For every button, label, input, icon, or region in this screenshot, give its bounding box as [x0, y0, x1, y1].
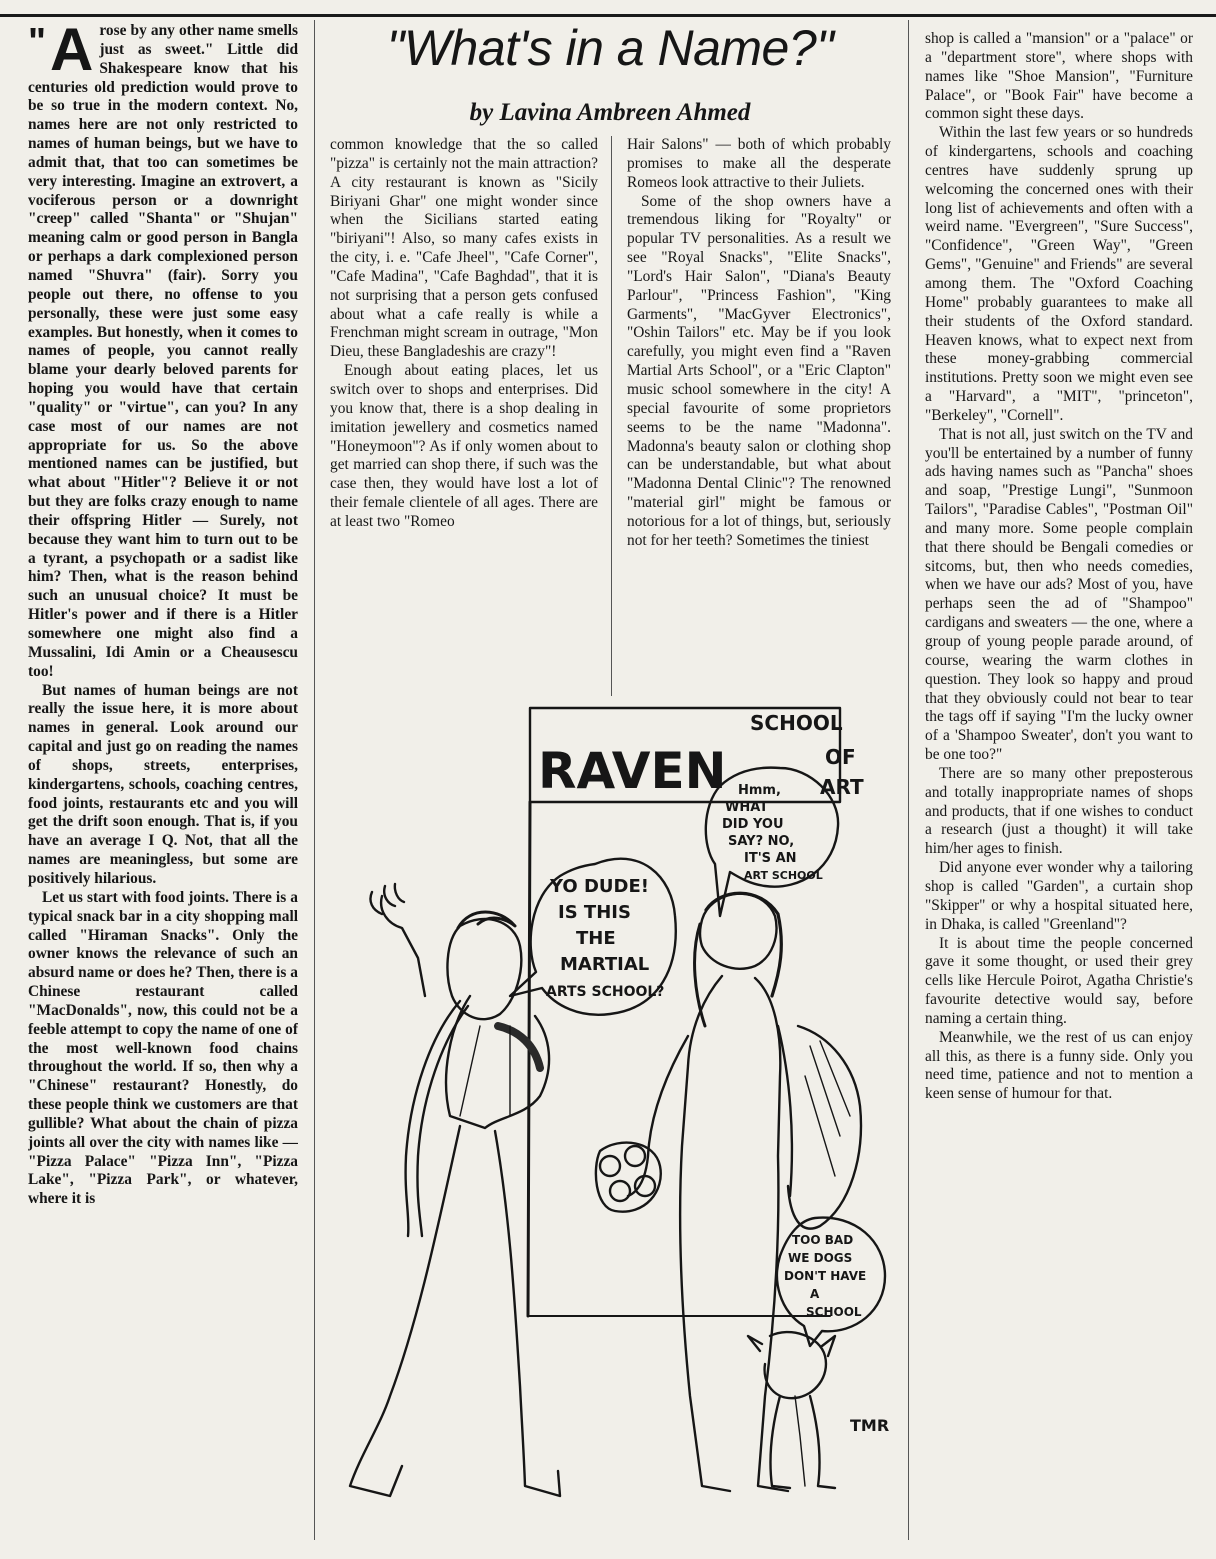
page-top-rule — [0, 0, 1216, 17]
paragraph: shop is called a "mansion" or a "palace" or a "department store", where shops with names like "Shoe Mansion", "Furniture Palace", or "Book Fair" have become a common sight these days. — [925, 30, 1193, 123]
paragraph: Let us start with food joints. There is a typical snack bar in a city shopping mall called "Hiraman Snacks". Only the owner knows the relevance of such an absurd name or does he? Then, there is a Chinese restaurant called "MacDonalds", now, this could not be a feeble attempt to copy the name of one of the most well-known food chains throughout the world. If so, then why a "Chinese" restaurant? Honestly, do these people think we customers are that gullible? What about the chain of pizza joints all over the city with names like — "Pizza Palace" "Pizza Inn", "Pizza Lake", "Pizza Park", or whatever, where it is — [28, 888, 298, 1208]
drop-cap: A — [50, 22, 94, 83]
article-column-3 — [627, 136, 891, 691]
paragraph: Hair Salons" — both of which probably promises to make all the desperate Romeos look attractive to their Juliets. — [627, 136, 891, 191]
speech-bubble-dog — [777, 1218, 885, 1346]
paragraph: It is about time the people concerned gave it some thought, or used their grey cells like Hercule Poirot, Agatha Christie's favourite detective would say, before naming a certain thing. — [925, 934, 1193, 1027]
girl-figure — [596, 893, 861, 1491]
paragraph: Meanwhile, we the rest of us can enjoy all this, as there is a funny side. Only you need time, patience and not to mention a keen sense of humour for that. — [925, 1028, 1193, 1103]
sign-school-text: SCHOOL — [750, 711, 843, 735]
paragraph: There are so many other preposterous and totally inappropriate names of shops and products, that if one wishes to conduct a research (just a thought) it will take him/her ages to finish. — [925, 764, 1193, 858]
artist-signature: TMR — [850, 1416, 890, 1435]
paragraph: Enough about eating places, let us switch over to shops and enterprises. Did you know that, there is a shop dealing in imitation jewellery and cosmetics named "Honeymoon"? As if only women about to get married can shop there, if such was the case then, they would have lost a lot of their female clientele of all ages. There are at least two "Romeo — [330, 362, 598, 530]
paragraph: common knowledge that the so called "pizza" is certainly not the main attraction? A city restaurant is known as "Sicily Biriyani Ghar" one might wonder since when the Sicilians started eating "biriyani"! Also, so many cafes exists in the city, i. e. "Cafe Jheel", "Cafe Corner", "Cafe Madina", "Cafe Baghdad", that it is not surprising that a person gets confused about what a cafe really is while a Frenchman might scream in outrage, "Mon Dieu, these Bangladeshis are crazy"! — [330, 136, 598, 361]
article-column-2 — [330, 136, 598, 691]
sign-of-text: OF — [825, 745, 856, 769]
article-title: "What's in a Name?" — [386, 20, 834, 76]
article-column-4 — [925, 30, 1193, 1530]
column-rule — [611, 136, 612, 696]
svg-text:TOO BAD WE DOGS: TOO BAD WE DOGS DON'T HAVE A SCHOOL — [784, 1233, 867, 1319]
paragraph: Did anyone ever wonder why a tailoring shop is called "Garden", a curtain shop "Skipper" or why a hospital situated here, in Dhaka, is called "Greenland"? — [925, 859, 1193, 933]
article-column-1 — [28, 22, 298, 1522]
opening-quote-mark: " — [28, 22, 47, 63]
article-byline: by Lavina Ambreen Ahmed — [469, 99, 751, 126]
paragraph: " A rose by any other name smells just as sweet." Little did Shakespeare know that his centuries old prediction would prove to be so true in the modern context. No, names here are not only restricted to names of human beings, but we have to admit that, that too can sometimes be very interesting. Imagine an extrovert, a vociferous person or a downright "creep" called "Shanta" or "Shujan" meaning calm or good person in Bangla or perhaps a dark complexioned person named "Shuvra" (fair). Sorry you people out there, no offense to you personally, these were just some easy examples. But honestly, when it comes to names of people, you cannot really blame your dearly beloved parents for hoping you would have that certain "quality" or "virtue", can you? In any case most of our names are not appropriate for us. So the above mentioned names can be justified, but what about "Hitler"? Believe it or not but they are folks crazy enough to name their offspring Hitler — Surely, not because they want him to turn out to be a tyrant, a psychopath or a sadist like him? Then, what is the reason behind such an unusual choice? It must be Hitler's power and if there is a Hitler somewhere one might also find a Mussalini, Idi Amin or a Cheausescu too! — [28, 22, 298, 680]
svg-text:Hmm, WHAT DID: Hmm, WHAT DID YOU SAY? NO, IT'S AN ART SCHOOL — [722, 783, 823, 882]
paragraph: That is not all, just switch on the TV and you'll be entertained by a number of funny ads having names such as "Pancha" shoes and soap, "Prestige Lungi", "Sunmoon Tailors", "Paradise Cables", "Postman Oil" and many more. Some people complain that there should be Bengali comedies or sitcoms, but, then who needs comedies, when we have our ads? Most of you, have perhaps seen the ad of "Shampoo" cardigans and sweaters — the one, where a group of young people parade around, of course, wearing the warm clothes in question. They look so happy and proud that they obviously could not bear to tear the tags off if saying "I'm the lucky owner of a 'Shampoo Sweater', don't you want to be one too?" — [925, 425, 1193, 764]
sign-raven-text: RAVEN — [538, 742, 727, 800]
cartoon-illustration — [310, 696, 910, 1531]
speech-bubble-boy — [510, 859, 676, 1015]
paragraph: Within the last few years or so hundreds of kindergartens, schools and coaching centres have suddenly sprung up welcoming the concerned ones with their long list of achievements and often with a weird name. "Evergreen", "Sure Success", "Confidence", "Green Way", "Green Gems", "Genuine" and Friends" are several among them. The "Oxford Coaching Home" probably guarantees to make all their students of the Oxford standard. Heaven knows, what to expect next from these money-grabbing commercial institutions. Pretty soon we might even see a "Harvard", a "MIT", "princeton", "Berkeley", "Cornell". — [925, 124, 1193, 424]
sign-art-text: ART — [820, 775, 864, 799]
svg-text:YO DUDE! IS THIS: YO DUDE! IS THIS THE MARTIAL ARTS SCHOOL? — [546, 876, 665, 1000]
paragraph: Some of the shop owners have a tremendous liking for "Royalty" or popular TV personalities. As a result we see "Royal Snacks", "Elite Snacks", "Lord's Hair Salon", "Diana's Beauty Parlour", "Princess Fashion", "King Garments", "MacGyver Electronics", "Oshin Tailors" etc. May be if you look carefully, you might even find a "Raven Martial Arts School", or a "Eric Clapton" music school somewhere in the city! A special favourite of some proprietors seems to be the name "Madonna". Madonna's beauty salon or clothing shop can be understandable, but what about "Madonna Dental Clinic"? The renowned "material girl" might be famous or notorious for a lot of things, but, seriously not for her teeth? Sometimes the tiniest — [627, 192, 891, 549]
dog-figure — [748, 1332, 835, 1488]
paragraph: But names of human beings are not really the issue here, it is more about names in general. Look around our capital and just go on reading the names of shops, streets, enterprises, kindergartens, schools, coaching centres, food joints, restaurants etc and you will get the drift soon enough. That is, if you have an average I Q. Not, that all the names are meaningless, but some are positively hilarious. — [28, 681, 298, 887]
